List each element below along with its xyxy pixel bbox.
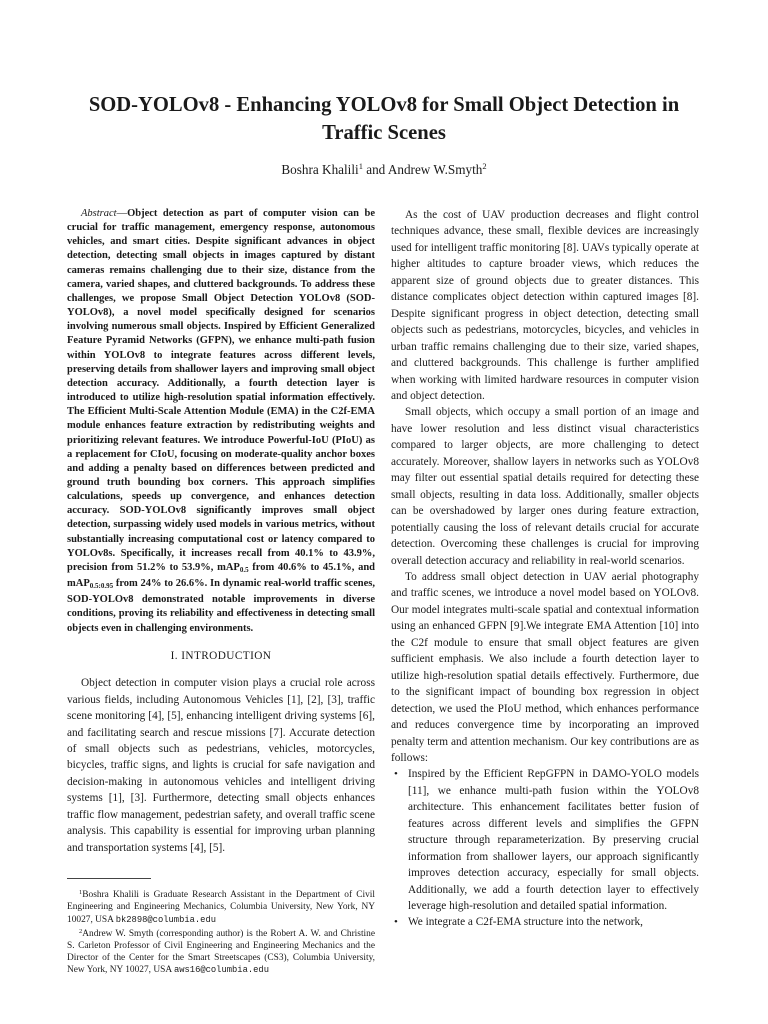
author-1-name: Boshra Khalili <box>281 162 359 177</box>
author-1-affiliation-mark: 1 <box>358 161 363 171</box>
bullet-icon: • <box>394 916 398 929</box>
contribution-list-item <box>391 914 699 930</box>
bullet-icon: • <box>394 768 398 781</box>
abstract-label: Abstract <box>81 208 117 219</box>
paper-title: SOD-YOLOv8 - Enhancing YOLOv8 for Small Object Detection in Traffic Scenes <box>88 94 680 144</box>
right-column <box>391 207 699 931</box>
abstract-text-part-3: from 24% to 26.6%. In dynamic real-world traffic scenes, SOD-YOLOv8 demonstrated notable improvements in diverse conditions, proving its reliability and effectiveness in detecting small objects even in challenging environments. <box>67 578 375 634</box>
abstract-subscript-1: 0.5 <box>239 565 249 574</box>
right-paragraph-2: Small objects, which occupy a small portion of an image and have lower resolution and less distinct visual characteristics compared to larger objects, are more challenging to detect accurately. Moreover, shallow layers in networks such as YOLOv8 may filter out essential spatial details required for detecting these small objects, resulting in data loss. Additionally, smaller objects can be overshadowed by larger ones during feature extraction, potentially causing the loss of relevant details crucial for accurate detection. Overcoming these challenges is crucial for improving overall detection accuracy and reliability in real-world scenarios. <box>391 406 699 567</box>
footnote-2 <box>67 926 375 977</box>
author-line <box>60 161 708 178</box>
footnote-2-text: Andrew W. Smyth (corresponding author) is the Robert A. W. and Christine S. Carleton Professor of Civil Engineering and Engineering Mechanics and the Director of the Center for the Smart Streetscapes (CS3), Columbia University, New York, NY 10027, USA <box>67 928 375 976</box>
right-paragraph-1: As the cost of UAV production decreases and flight control techniques advance, these small, flexible devices are increasingly used for intelligent traffic monitoring [8]. UAVs typically operate at higher altitudes to capture broader views, which reduces the apparent size of ground objects due to greater distances. This distance complicates object detection within captured images [8]. Despite significant progress in object detection, detecting small objects such as pedestrians, motorcycles, bicycles, and vehicles in urban traffic remains challenging due to their size, varied shapes, and cluttered backgrounds. This challenge is further amplified when working with limited hardware resources in computer vision and object detection. <box>391 209 699 402</box>
footnote-1-email: bk2898@columbia.edu <box>115 914 217 925</box>
footnote-1 <box>67 887 375 926</box>
author-2-affiliation-mark: 2 <box>482 161 487 171</box>
footnote-2-mark: 2 <box>79 927 83 935</box>
abstract-dash: — <box>116 208 128 219</box>
contribution-text: Inspired by the Efficient RepGFPN in DAMO-YOLO models [11], we enhance multi-path fusion within the YOLOv8 architecture. This enhancement facilitates better fusion of features across different levels and simplifies the GFPN structure through reparameterization. By preserving crucial information from shallower layers, our approach significantly improves detection accuracy, especially for small objects. Additionally, we add a fourth detection layer to effectively leverage high-resolution and detailed spatial information. <box>408 768 699 913</box>
footnote-rule <box>67 878 151 879</box>
author-separator: and <box>362 162 388 177</box>
author-2-name: Andrew W.Smyth <box>387 162 483 177</box>
left-column <box>67 207 375 977</box>
intro-paragraph: Object detection in computer vision plays a crucial role across various fields, including Autonomous Vehicles [1], [2], [3], traffic scene monitoring [4], [5], enhancing intelligent driving systems [6], and facilitating search and rescue missions [7]. Accurate detection of small objects such as pedestrians, vehicles, motorcycles, bicycles, traffic signs, and lights is crucial for safe navigation and decision-making in autonomous vehicles and intelligent driving systems [1], [3]. Furthermore, detecting small objects enhances traffic flow management, pedestrian safety, and overall traffic scene analysis. This capability is essential for improving urban planning and transportation systems [4], [5]. <box>67 677 375 854</box>
footnote-1-mark: 1 <box>79 889 83 897</box>
footnote-1-text: Boshra Khalili is Graduate Research Assistant in the Department of Civil Engineering and Engineering Mechanics, Columbia University, New York, NY 10027, USA <box>67 890 375 925</box>
abstract <box>67 207 375 636</box>
abstract-text-part-1: Object detection as part of computer vision can be crucial for traffic management, emergency response, autonomous vehicles, and smart cities. Despite significant advances in object detection, detecting small objects in images captured by distant cameras remains challenging due to their size, distance from the camera, varied shapes, and cluttered backgrounds. To address these challenges, we propose Small Object Detection YOLOv8 (SOD-YOLOv8), a novel model specifically designed for scenarios involving numerous small objects. Inspired by Efficient Generalized Feature Pyramid Networks (GFPN), we enhance multi-path fusion within YOLOv8 to integrate features across different levels, preserving details from shallower layers and improving small object detection accuracy. Additionally, a fourth detection layer is introduced to utilize high-resolution spatial information effectively. The Efficient Multi-Scale Attention Module (EMA) in the C2f-EMA module enhances feature extraction by redistributing weights and prioritizing relevant features. We introduce Powerful-IoU (PIoU) as a replacement for CIoU, focusing on moderate-quality anchor boxes and adding a penalty based on differences between predicted and ground truth bounding box corners. This approach simplifies calculations, speeds up convergence, and enhances detection accuracy. SOD-YOLOv8 significantly improves small object detection, surpassing widely used models in various metrics, without substantially increasing computational cost or latency compared to YOLOv8s. Specifically, it increases recall from 40.1% to 43.9%, precision from 51.2% to 53.9%, mAP <box>67 208 375 573</box>
footnote-2-email: aws16@columbia.edu <box>173 965 269 976</box>
abstract-subscript-2: 0.5:0.95 <box>89 582 114 591</box>
right-paragraph-3: To address small object detection in UAV aerial photography and traffic scenes, we introduce a novel model based on YOLOv8. Our model integrates multi-scale spatial and contextual information using an enhanced GFPN [9].We integrate EMA Attention [10] into the C2f module to ensure that small object features are given sufficient emphasis. We also include a fourth detection layer to utilize high-resolution spatial details effectively. Furthermore, due to the significant impact of bounding box regression in object detection, we used the PIoU method, which enhances performance and reduces convergence time by incorporating an improved penalty term and attention mechanism. Our key contributions are as follows: <box>391 570 699 764</box>
contribution-list-item <box>391 766 699 914</box>
section-heading-introduction: I. INTRODUCTION <box>170 649 272 662</box>
contribution-text: We integrate a C2f-EMA structure into the network, <box>408 916 644 929</box>
abstract-text-part-2: from 40.6% to 45.1%, and mAP <box>67 561 375 590</box>
